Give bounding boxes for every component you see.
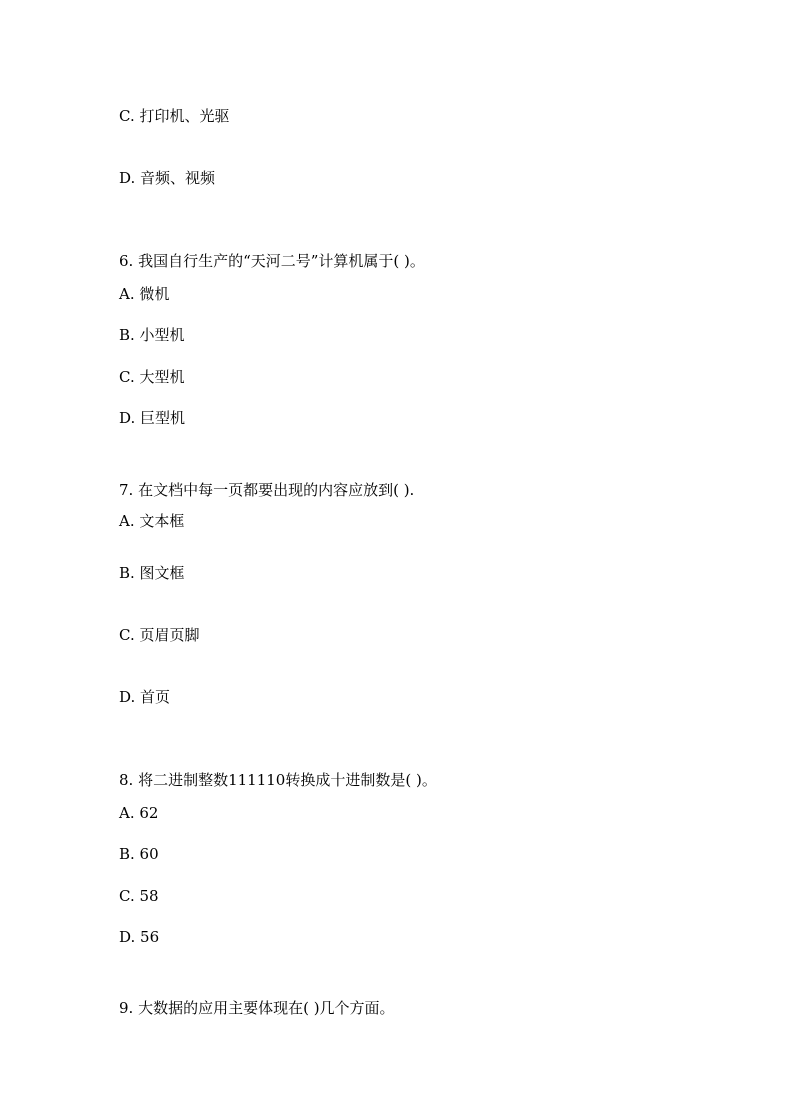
question-8-option-c: C. 58 [119,887,159,905]
question-7-option-a: A. 文本框 [119,512,185,530]
question-6-option-d: D. 巨型机 [119,409,186,427]
option-d-prev: D. 音频、视频 [119,169,216,187]
option-c-prev: C. 打印机、光驱 [119,107,230,125]
question-8-option-a: A. 62 [119,804,159,822]
question-8-option-d: D. 56 [119,928,160,946]
question-7-stem: 7. 在文档中每一页都要出现的内容应放到( ). [119,481,415,499]
question-6-option-c: C. 大型机 [119,368,185,386]
question-7-option-b: B. 图文框 [119,564,185,582]
question-8-option-b: B. 60 [119,845,159,863]
question-7-option-d: D. 首页 [119,688,171,706]
question-6-option-b: B. 小型机 [119,326,185,344]
question-7-option-c: C. 页眉页脚 [119,626,200,644]
question-9-stem: 9. 大数据的应用主要体现在( )几个方面。 [119,999,395,1017]
question-6-stem: 6. 我国自行生产的“天河二号”计算机属于( )。 [119,252,425,270]
question-8-stem: 8. 将二进制整数111110转换成十进制数是( )。 [119,771,437,789]
question-6-option-a: A. 微机 [119,285,170,303]
